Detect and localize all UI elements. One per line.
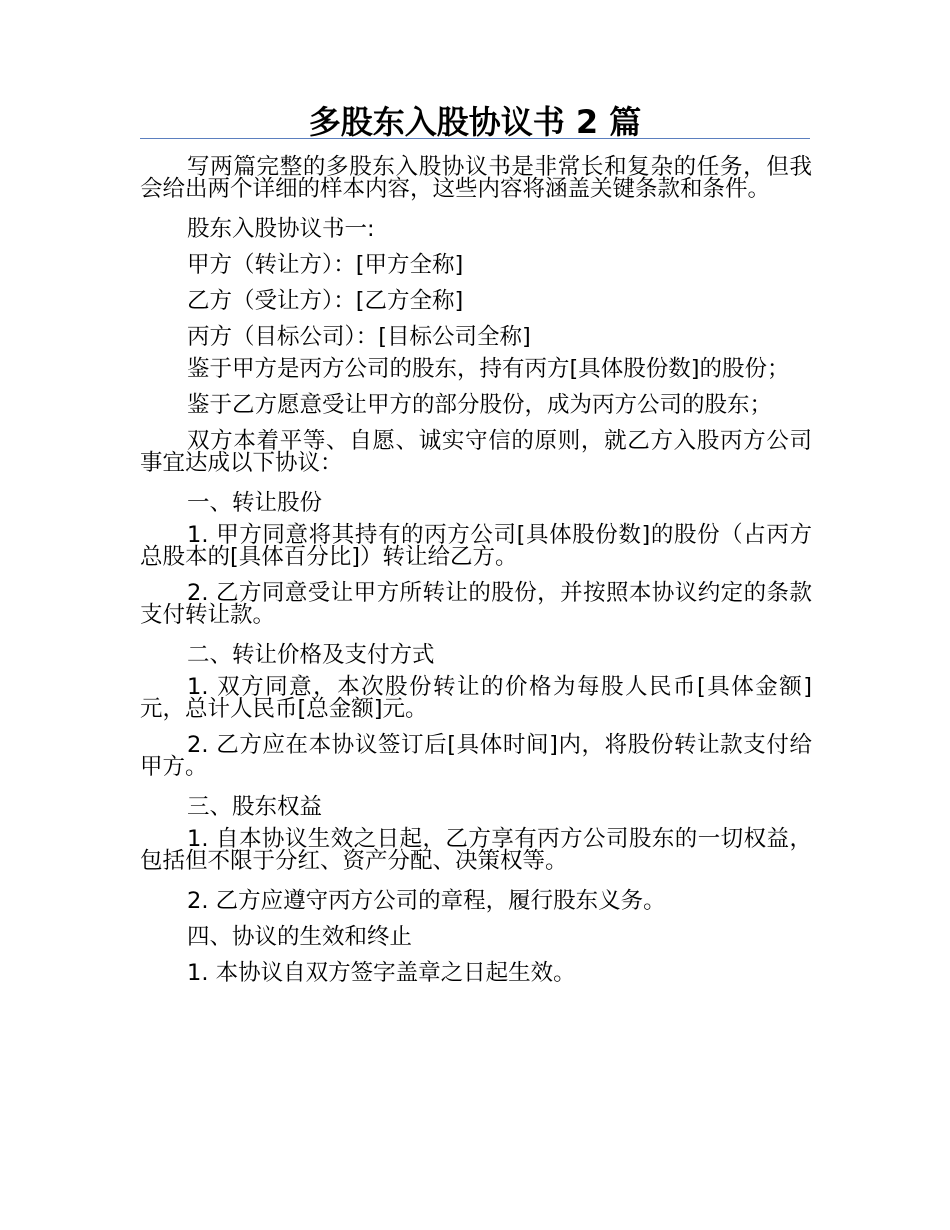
clause-2-2: 2. 乙方应在本协议签订后[具体时间]内，将股份转让款支付给甲方。: [140, 732, 812, 780]
document-body: [140, 156, 812, 994]
clause-4-1: 1. 本协议自双方签字盖章之日起生效。: [187, 960, 576, 986]
section-heading-1: 一、转让股份: [187, 490, 323, 516]
title-underline: [140, 138, 810, 139]
recital-1: 鉴于甲方是丙方公司的股东，持有丙方[具体股份数]的股份；: [187, 356, 790, 382]
party-a: 甲方（转让方）：[甲方全称]: [187, 252, 464, 278]
clause-3-2: 2. 乙方应遵守丙方公司的章程，履行股东义务。: [187, 888, 666, 914]
agreement-heading: 股东入股协议书一:: [187, 216, 375, 242]
party-b: 乙方（受让方）：[乙方全称]: [187, 288, 464, 314]
clause-1-1: 1. 甲方同意将其持有的丙方公司[具体股份数]的股份（占丙方总股本的[具体百分比]）转让给乙方。: [140, 522, 812, 570]
document-title: 多股东入股协议书 2 篇: [308, 103, 642, 141]
section-heading-4: 四、协议的生效和终止: [187, 924, 413, 950]
clause-2-1: 1. 双方同意，本次股份转让的价格为每股人民币[具体金额]元，总计人民币[总金额]元。: [140, 674, 812, 722]
recital-3: 双方本着平等、自愿、诚实守信的原则，就乙方入股丙方公司事宜达成以下协议：: [140, 428, 812, 476]
clause-3-1: 1. 自本协议生效之日起，乙方享有丙方公司股东的一切权益，包括但不限于分红、资产分配、决策权等。: [140, 826, 812, 874]
section-heading-2: 二、转让价格及支付方式: [187, 642, 435, 668]
party-c: 丙方（目标公司）：[目标公司全称]: [187, 324, 531, 350]
section-heading-3: 三、股东权益: [187, 794, 323, 820]
intro-paragraph: 写两篇完整的多股东入股协议书是非常长和复杂的任务，但我会给出两个详细的样本内容，这些内容将涵盖关键条款和条件。: [140, 154, 812, 202]
clause-1-2: 2. 乙方同意受让甲方所转让的股份，并按照本协议约定的条款支付转让款。: [140, 580, 812, 628]
recital-2: 鉴于乙方愿意受让甲方的部分股份，成为丙方公司的股东；: [187, 392, 773, 418]
